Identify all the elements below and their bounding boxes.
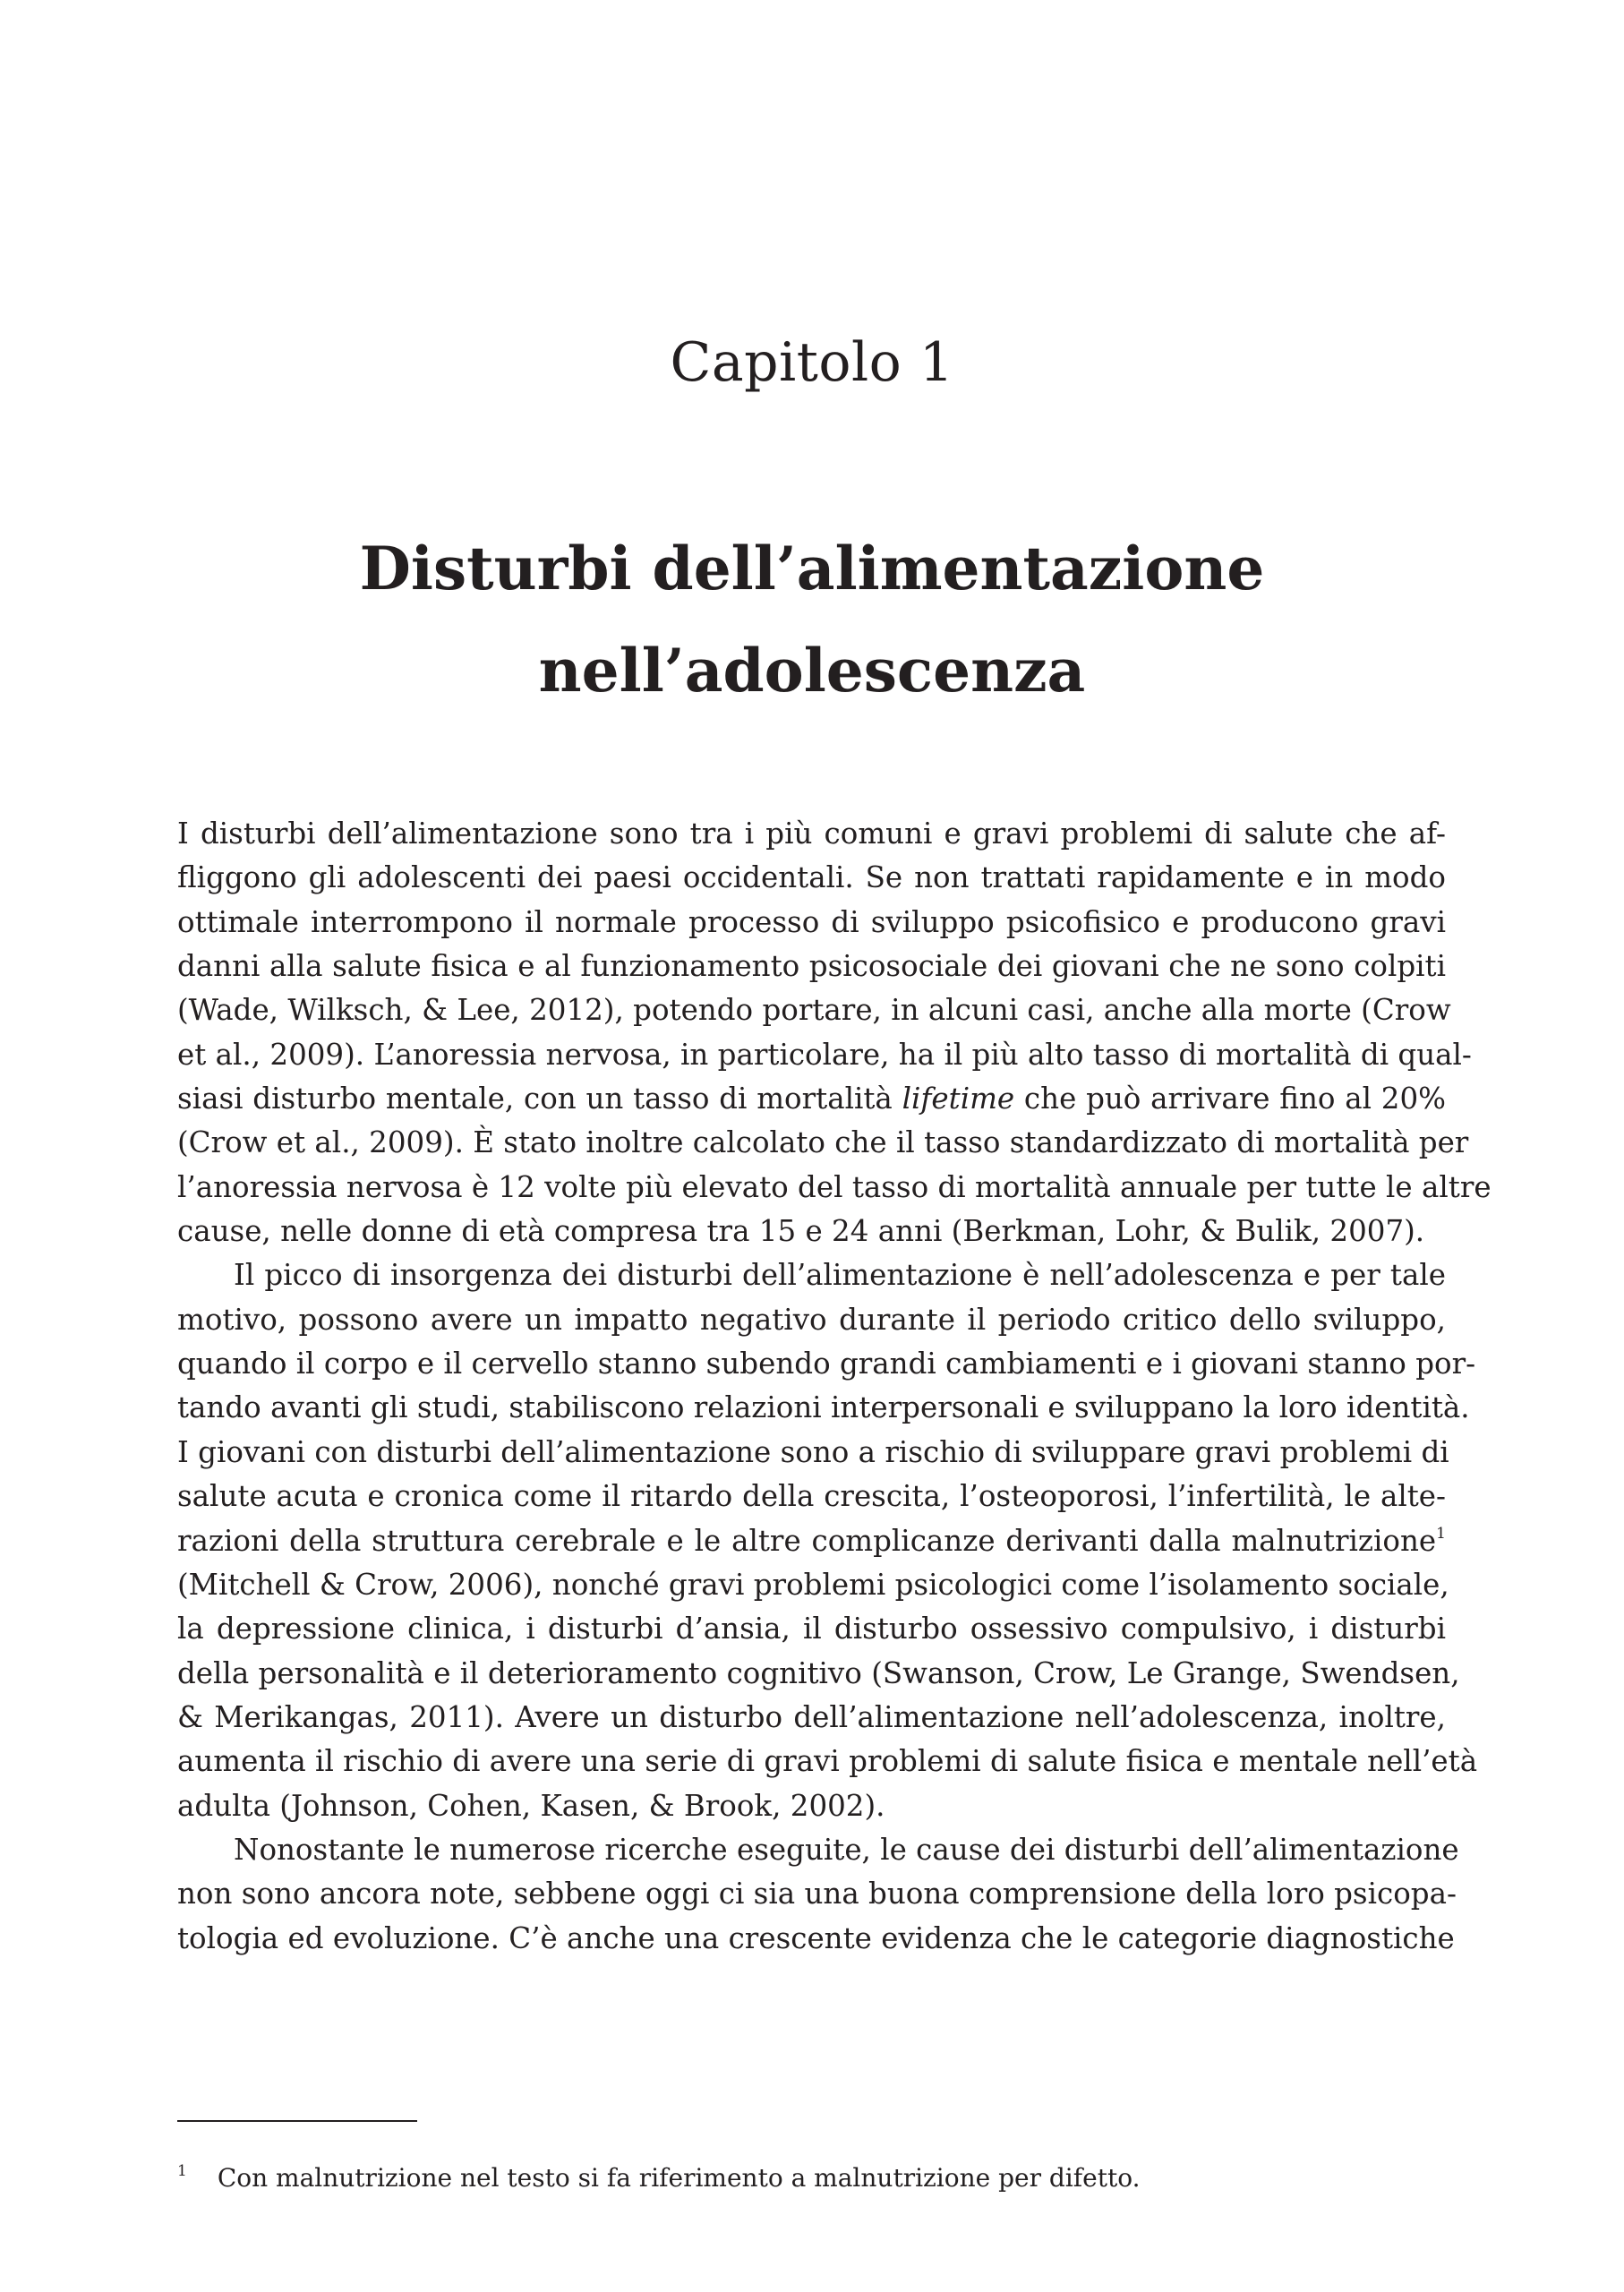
chapter-label: Capitolo 1 (670, 331, 954, 394)
chapter-title (0, 517, 1624, 722)
text-line (177, 1519, 1446, 1563)
text-line: fliggono gli adolescenti dei paesi occidentali. Se non trattati rapidamente e in modo (177, 860, 1446, 895)
text-line: quando il corpo e il cervello stanno subendo grandi cambiamenti e i giovani stanno por- (177, 1347, 1476, 1381)
text-line: adulta (Johnson, Cohen, Kasen, & Brook, 2002). (177, 1788, 885, 1823)
text-line: (Wade, Wilksch, & Lee, 2012), potendo portare, in alcuni casi, anche alla morte (Crow (177, 993, 1451, 1028)
footnote (177, 2153, 1446, 2196)
text-line: aumenta il rischio di avere una serie di gravi problemi di salute fisica e mentale nell’età (177, 1744, 1478, 1779)
text-run: razioni della struttura cerebrale e le altre complicanze derivanti dalla malnutrizione (177, 1523, 1437, 1558)
text-line: la depressione clinica, i disturbi d’ansia, il disturbo ossessivo compulsivo, i disturbi (177, 1612, 1446, 1646)
text-line: tologia ed evoluzione. C’è anche una crescente evidenza che le categorie diagnostiche (177, 1920, 1455, 1955)
text-line: motivo, possono avere un impatto negativo durante il periodo critico dello sviluppo, (177, 1302, 1446, 1337)
italic-term: lifetime (902, 1082, 1015, 1116)
chapter-title-line: Disturbi dell’alimentazione (359, 534, 1265, 603)
text-line: & Merikangas, 2011). Avere un disturbo dell’alimentazione nell’adolescenza, inoltre, (177, 1699, 1446, 1734)
text-run: che può arrivare fino al 20% (1014, 1082, 1447, 1116)
chapter-title-line: nell’adolescenza (538, 636, 1086, 706)
text-line: Il picco di insorgenza dei disturbi dell’alimentazione è nell’adolescenza e per tale (234, 1258, 1446, 1293)
text-line: et al., 2009). L’anoressia nervosa, in particolare, ha il più alto tasso di mortalità di qual- (177, 1037, 1472, 1072)
body-text (177, 812, 1492, 1961)
text-line: Nonostante le numerose ricerche eseguite, le cause dei disturbi dell’alimentazione (234, 1832, 1459, 1867)
text-line: cause, nelle donne di età compresa tra 15 e 24 anni (Berkman, Lohr, & Bulik, 2007). (177, 1214, 1425, 1249)
text-line (177, 1077, 1446, 1121)
text-line: non sono ancora note, sebbene oggi ci sia una buona comprensione della loro psicopa- (177, 1877, 1457, 1911)
text-line: I giovani con disturbi dell’alimentazione sono a rischio di sviluppare gravi problemi di (177, 1434, 1449, 1469)
footnote-reference[interactable]: 1 (1436, 1524, 1446, 1543)
text-line: (Mitchell & Crow, 2006), nonché gravi problemi psicologici come l’isolamento sociale, (177, 1567, 1449, 1602)
text-line: l’anoressia nervosa è 12 volte più elevato del tasso di mortalità annuale per tutte le altre (177, 1169, 1492, 1204)
text-run: siasi disturbo mentale, con un tasso di mortalità (177, 1082, 902, 1116)
text-line: salute acuta e cronica come il ritardo della crescita, l’osteoporosi, l’infertilità, le alte- (177, 1479, 1446, 1514)
footnote-divider (177, 2120, 417, 2122)
paragraph-1 (177, 812, 1492, 1253)
text-line: della personalità e il deterioramento cognitivo (Swanson, Crow, Le Grange, Swendsen, (177, 1655, 1460, 1690)
text-line: ottimale interrompono il normale processo di sviluppo psicofisico e producono gravi (177, 904, 1446, 939)
footnote-text: Con malnutrizione nel testo si fa riferimento a malnutrizione per difetto. (217, 2163, 1141, 2193)
text-line: danni alla salute fisica e al funzionamento psicosociale dei giovani che ne sono colpiti (177, 949, 1446, 984)
paragraph-3 (177, 1828, 1459, 1961)
text-line: I disturbi dell’alimentazione sono tra i più comuni e gravi problemi di salute che af- (177, 817, 1446, 851)
text-line: (Crow et al., 2009). È stato inoltre calcolato che il tasso standardizzato di mortalità per (177, 1125, 1469, 1160)
paragraph-2 (177, 1253, 1478, 1827)
text-line: tando avanti gli studi, stabiliscono relazioni interpersonali e sviluppano la loro identità. (177, 1390, 1470, 1425)
footnote-number: 1 (177, 2162, 187, 2180)
